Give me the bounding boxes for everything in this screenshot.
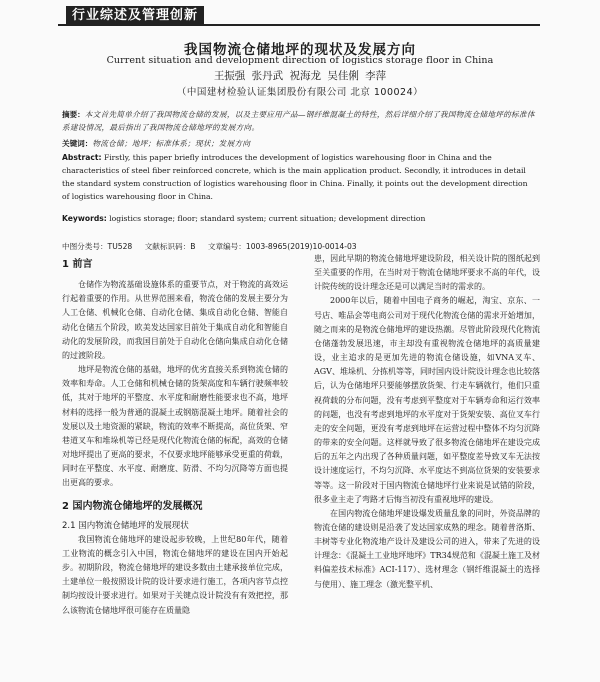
right-para-2: 2000年以后，随着中国电子商务的崛起，淘宝、京东、一号店、唯品会等电商公司对于现代化物流仓储的需求开始增加，随之而来的是物流仓储地坪的建设热潮。尽管此阶段现代化物流仓储蓬勃发展迅速，市主却没有重视物流仓储地坪的高质量建设，业主追求的是更加先进的物流仓储设施，如VNA叉车、AGV、堆垛机、分拣机等等，同时国内设计院设计理念也比较落后，认为仓储地坪只要能够摆放货架、行走车辆就行，他们只重视荷载的分布问题，没有考虑到平整度对于车辆寿命和运行效率的问题，也没有考虑到地坪的水平度对于货架安装、高位叉车行走的安全问题，更没有考虑到地坪在运营过程中整体不均匀沉降的带来的安全问题。这样就导致了很多物流仓储地坪在建设完成后的五年之内出现了各种质量问题，如平整度差导致叉车无法按设计速度运行，不均匀沉降、水平度达不到高位货架的安装要求等等。这一阶段对于国内物流仓储地坪行业来说是试错的阶段，很多业主走了弯路才后悔当初没有重视地坪的建设。: [314, 296, 540, 504]
clc-number: 中图分类号：TU528: [62, 242, 133, 251]
abstract-en: [62, 151, 536, 203]
right-column: [314, 252, 540, 592]
left-para-2: 地坪是物流仓储的基础，地坪的优劣直接关系到物流仓储的效率和寿命。人工仓储和机械仓储的货架高度和车辆行驶频率较低，其对于地坪的平整度、水平度和耐磨性能要求也不高，地坪材料的选择一般为普通的混凝土或钢筋混凝土地坪。随着社会的发展以及土地资源的紧缺，物流的效率不断提高，高位货架、窄巷道叉车和堆垛机等已经是现代化物流仓储的标配，高效的仓储对地坪提出了更高的要求，不仅要求地坪能够承受更重的荷载，同时在平整度、水平度、耐磨度、防滑、不均匀沉降等方面也提出更高的要求。: [62, 365, 288, 488]
keywords-en: [62, 212, 536, 225]
keywords-cn-text: 物流仓储；地坪；标准体系；现状；发展方向: [92, 139, 251, 148]
document-code: 文献标识码：B: [144, 242, 196, 251]
section-2-title: 2 国内物流仓储地坪的发展概况: [62, 500, 203, 512]
left-column: [62, 252, 288, 618]
affiliation: （中国建材检验认证集团股份有限公司 北京 100024）: [176, 87, 424, 98]
abstract-en-label: Abstract:: [62, 153, 102, 162]
right-para-1: 患，因此早期的物流仓储地坪建设阶段，相关设计院的图纸起到至关重要的作用，在当时对于物流仓储地坪要求不高的年代，设计院传统的设计理念还是可以满足当时的需求的。: [314, 254, 540, 292]
abstract-en-text: Firstly, this paper briefly introduces the development of logistics warehousing floor in China and the characteristics of steel fiber reinforced concrete, which is the main application product. Secondly, it introduces in detail the standard system construction of logistics warehousing floor in China. Finally, it points out the development direction of logistics warehousing floor in China.: [62, 153, 528, 201]
keywords-en-label: Keywords:: [62, 214, 107, 223]
subsection-2-1-title: 2.1 国内物流仓储地坪的发展现状: [62, 520, 189, 531]
section-label: 行业综述及管理创新: [66, 6, 204, 25]
abstract-cn: [62, 108, 536, 134]
left-para-3: 我国物流仓储地坪的建设起步较晚，上世纪80年代，随着工业物流的概念引入中国，物流仓储地坪的建设在国内开始起步。初期阶段，物流仓储地坪的建设多数由土建承接单位完成，土建单位一般按照设计院的设计要求进行施工，各项内容节点控制均按设计要求进行。如果对于关键点设计院没有有效把控，那么该物流仓储地坪很可能存在质量隐: [62, 534, 288, 615]
keywords-cn-label: 关键词：: [62, 139, 93, 148]
journal-section-header: [58, 6, 540, 26]
article-id: 文章编号：1003-8965(2019)10-0014-03: [207, 242, 357, 251]
authors: 王振强 张丹武 祝海龙 吴佳俐 李萍: [213, 70, 387, 82]
article-meta: [62, 241, 536, 252]
abstract-cn-label: 摘要：: [62, 110, 85, 119]
keywords-cn: [62, 137, 536, 150]
left-para-1: 仓储作为物流基础设施体系的重要节点，对于物流的高效运行起着重要的作用。从世界范围来看，物流仓储的发展主要分为人工仓储、机械化仓储、自动化仓储、集成自动化仓储、智能自动化仓储五个阶段，欧美发达国家目前处于集成自动化和智能自动化的发展阶段，而我国目前处于自动化仓储向集成自动化仓储的过渡阶段。: [62, 280, 288, 360]
abstract-cn-text: 本文首先简单介绍了我国物流仓储的发展，以及主要应用产品—钢纤维混凝土的特性，然后详细介绍了我国物流仓储地坪的标准体系建设情况，最后指出了我国物流仓储地坪的发展方向。: [62, 110, 535, 132]
keywords-en-text: logistics storage; floor; standard system; current situation; development direction: [109, 214, 426, 223]
right-para-3: 在国内物流仓储地坪建设爆发质量乱象的同时，外资品牌的物流仓储的建设则是沿袭了发达国家成熟的理念。随着普洛斯、丰树等专业化物流地产设计及建设公司的进入，带来了先进的设计理念：《混凝土工业地坪地坪》TR34规范和《混凝土施工及材料偏差技术标准》ACI-117）、选材理念（钢纤维混凝土的选择与使用）、施工理念（激光整平机、: [314, 508, 540, 589]
section-1-title: 1 前言: [62, 259, 93, 270]
paper-title-en: Current situation and development direction of logistics storage floor in China: [106, 55, 494, 66]
paper-title-cn: 我国物流仓储地坪的现状及发展方向: [184, 42, 416, 58]
